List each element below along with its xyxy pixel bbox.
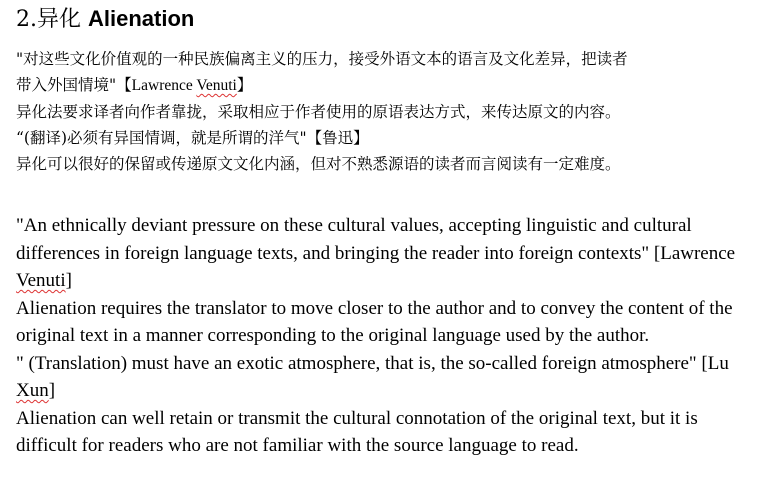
spellcheck-underlined-word: Venuti: [16, 270, 66, 291]
zh-source-luxun: 【鲁迅】: [306, 129, 369, 147]
en-effect-paragraph: Alienation can well retain or transmit the cultural connotation of the original text, but it is difficult for readers who are not familiar with the source language to read.: [16, 407, 698, 456]
zh-source-venuti: 【Lawrence Venuti】: [116, 76, 253, 94]
zh-quote-venuti-line-2: 带入外国情境"【Lawrence Venuti】: [16, 76, 253, 94]
en-quote-venuti: "An ethnically deviant pressure on these cultural values, accepting linguistic and cultural differences in foreign language texts, and bringing the reader into foreign contexts" [Lawrence Venuti]: [16, 215, 736, 291]
zh-method-line: 异化法要求译者向作者靠拢，采取相应于作者使用的原语表达方式，来传达原文的内容。: [16, 103, 621, 121]
spellcheck-underlined-word: Xun: [16, 380, 49, 401]
zh-quote-venuti-line-1: "对这些文化价值观的一种民族偏离主义的压力，接受外语文本的语言及文化差异，把读者: [16, 50, 628, 68]
chinese-paragraphs: [16, 46, 756, 177]
en-method-paragraph: Alienation requires the translator to move closer to the author and to convey the content of the original text in a manner corresponding to the original language used by the author.: [16, 297, 733, 346]
heading-en: Alienation: [88, 6, 195, 31]
spellcheck-underlined-word: Venuti: [196, 77, 237, 94]
english-paragraphs: [16, 212, 756, 460]
section-number: 2.: [16, 7, 37, 32]
en-quote-luxun: " (Translation) must have an exotic atmosphere, that is, the so-called foreign atmosphere" [Lu Xun]: [16, 352, 729, 401]
zh-effect-line: 异化可以很好的保留或传递原文文化内涵，但对不熟悉源语的读者而言阅读有一定难度。: [16, 155, 621, 173]
section-heading: [16, 4, 194, 35]
heading-zh: 异化: [37, 7, 82, 32]
zh-quote-luxun: “(翻译)必须有异国情调，就是所谓的洋气"【鲁迅】: [16, 129, 369, 147]
